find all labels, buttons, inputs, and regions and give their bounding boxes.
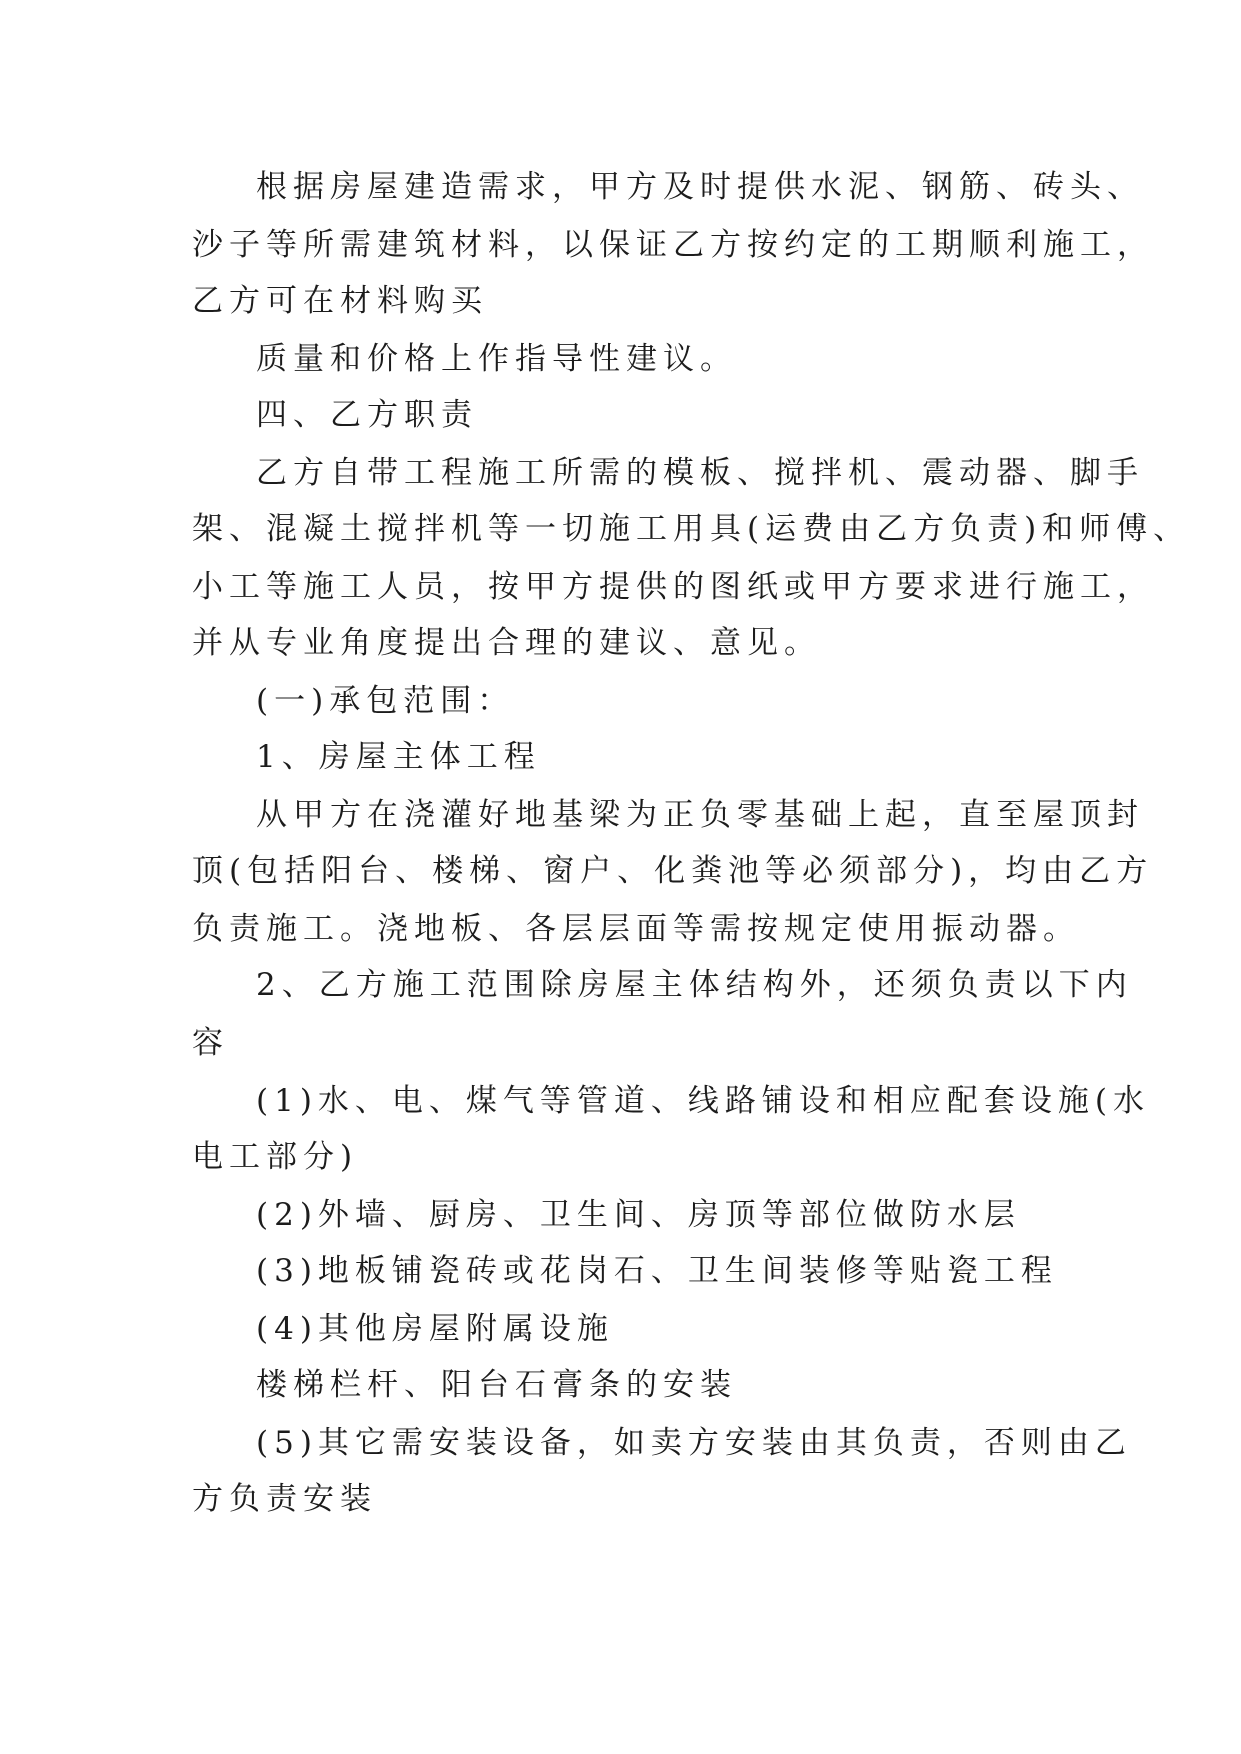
- text-line: 架、混凝土搅拌机等一切施工用具(运费由乙方负责)和师傅、: [192, 511, 1191, 547]
- list-item: (3)地板铺瓷砖或花岗石、卫生间装修等贴瓷工程: [256, 1253, 1058, 1289]
- text-line: 乙方可在材料购买: [192, 283, 488, 319]
- text-line: 小工等施工人员，按甲方提供的图纸或甲方要求进行施工，: [192, 569, 1154, 605]
- item-heading: 2、乙方施工范围除房屋主体结构外，还须负责以下内: [256, 967, 1133, 1003]
- text-line: 并从专业角度提出合理的建议、意见。: [192, 625, 821, 661]
- text-line: 从甲方在浇灌好地基梁为正负零基础上起，直至屋顶封: [256, 797, 1144, 833]
- list-item: (5)其它需安装设备，如卖方安装由其负责，否则由乙: [256, 1425, 1132, 1461]
- text-line: 容: [192, 1025, 229, 1061]
- text-line: 楼梯栏杆、阳台石膏条的安装: [256, 1367, 737, 1403]
- text-line: 负责施工。浇地板、各层层面等需按规定使用振动器。: [192, 911, 1080, 947]
- item-heading: 1、房屋主体工程: [256, 739, 541, 775]
- text-line: 顶(包括阳台、楼梯、窗户、化粪池等必须部分)，均由乙方: [192, 853, 1154, 889]
- list-item: (4)其他房屋附属设施: [256, 1311, 614, 1347]
- text-line: 乙方自带工程施工所需的模板、搅拌机、震动器、脚手: [256, 455, 1144, 491]
- text-line: 质量和价格上作指导性建议。: [256, 341, 737, 377]
- text-line: 方负责安装: [192, 1481, 377, 1517]
- list-item: (2)外墙、厨房、卫生间、房顶等部位做防水层: [256, 1197, 1021, 1233]
- text-line: 电工部分): [192, 1139, 359, 1175]
- text-line: 沙子等所需建筑材料，以保证乙方按约定的工期顺利施工，: [192, 227, 1154, 263]
- subsection-heading: (一)承包范围：: [256, 683, 515, 719]
- section-heading: 四、乙方职责: [256, 397, 478, 433]
- text-line: 根据房屋建造需求，甲方及时提供水泥、钢筋、砖头、: [256, 169, 1144, 205]
- list-item: (1)水、电、煤气等管道、线路铺设和相应配套设施(水: [256, 1083, 1151, 1119]
